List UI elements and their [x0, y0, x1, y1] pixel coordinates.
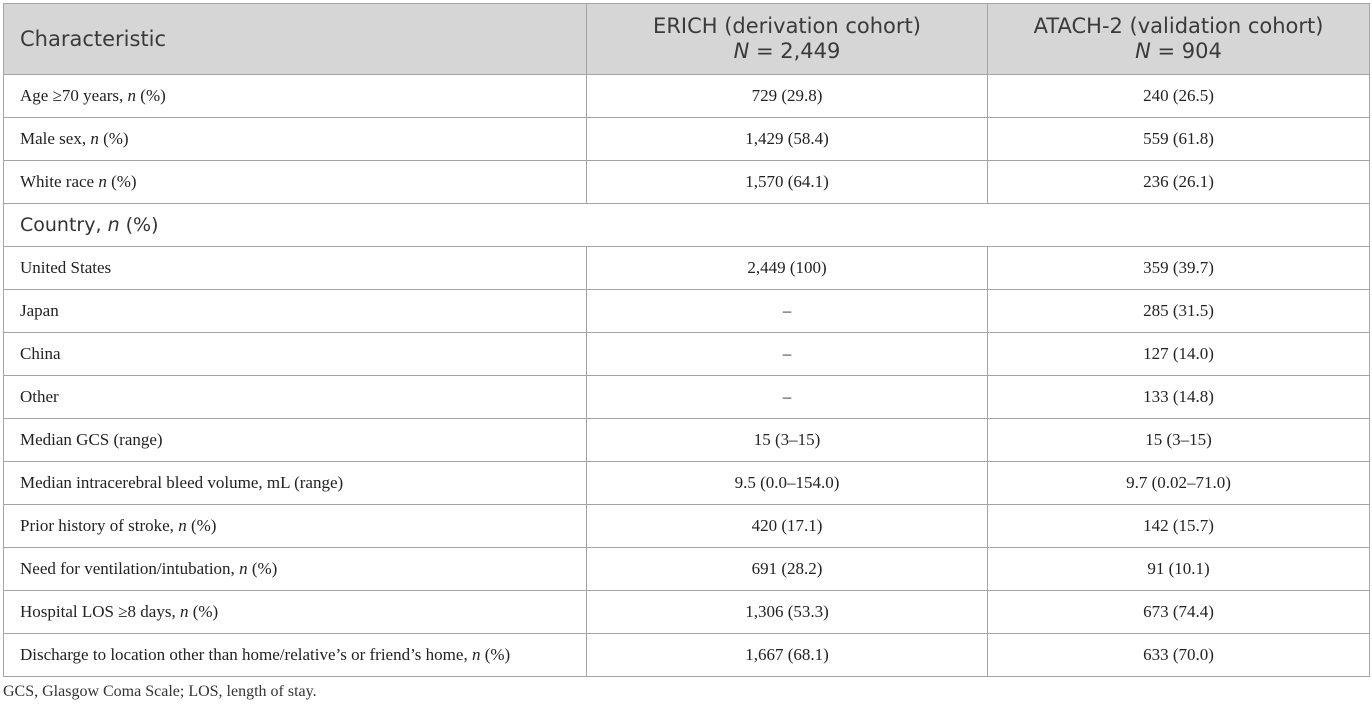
atach-value: 133 (14.8) [988, 376, 1370, 419]
row-label: China [4, 333, 587, 376]
row-label: Japan [4, 290, 587, 333]
row-label: United States [4, 247, 587, 290]
atach-value: 91 (10.1) [988, 548, 1370, 591]
atach-value: 127 (14.0) [988, 333, 1370, 376]
row-label: Prior history of stroke, n (%) [4, 505, 587, 548]
erich-value: 691 (28.2) [587, 548, 988, 591]
header-erich-n-label: N [733, 39, 750, 63]
erich-value: 1,570 (64.1) [587, 161, 988, 204]
table-row [4, 290, 1370, 333]
header-erich-n-value: = 2,449 [749, 39, 841, 63]
erich-value: – [587, 333, 988, 376]
table-row [4, 548, 1370, 591]
row-label: Other [4, 376, 587, 419]
header-row [4, 4, 1370, 75]
table-row [4, 505, 1370, 548]
header-atach-n-label: N [1135, 39, 1151, 63]
table-row [4, 634, 1370, 677]
row-label: Median GCS (range) [4, 419, 587, 462]
atach-value: 285 (31.5) [988, 290, 1370, 333]
table-row [4, 161, 1370, 204]
atach-value: 559 (61.8) [988, 118, 1370, 161]
section-row-country [4, 204, 1370, 247]
row-label: Hospital LOS ≥8 days, n (%) [4, 591, 587, 634]
table-row [4, 247, 1370, 290]
header-characteristic: Characteristic [4, 4, 587, 75]
erich-value: 9.5 (0.0–154.0) [587, 462, 988, 505]
row-label: White race n (%) [4, 161, 587, 204]
row-label: Age ≥70 years, n (%) [4, 75, 587, 118]
erich-value: 1,306 (53.3) [587, 591, 988, 634]
atach-value: 359 (39.7) [988, 247, 1370, 290]
row-label: Discharge to location other than home/relative’s or friend’s home, n (%) [4, 634, 587, 677]
table-row [4, 419, 1370, 462]
atach-value: 9.7 (0.02–71.0) [988, 462, 1370, 505]
atach-value: 15 (3–15) [988, 419, 1370, 462]
section-label-country: Country, n (%) [4, 204, 1370, 247]
erich-value: – [587, 376, 988, 419]
atach-value: 240 (26.5) [988, 75, 1370, 118]
erich-value: 729 (29.8) [587, 75, 988, 118]
atach-value: 236 (26.1) [988, 161, 1370, 204]
header-erich [587, 4, 988, 75]
header-atach [988, 4, 1370, 75]
characteristics-table-container [3, 3, 1369, 677]
header-atach-title: ATACH-2 (validation cohort) [1033, 14, 1324, 38]
table-row [4, 118, 1370, 161]
table-row [4, 376, 1370, 419]
erich-value: 1,667 (68.1) [587, 634, 988, 677]
header-atach-n-value: = 904 [1150, 39, 1222, 63]
header-atach-n [1004, 39, 1353, 64]
erich-value: 420 (17.1) [587, 505, 988, 548]
table-row [4, 75, 1370, 118]
row-label: Need for ventilation/intubation, n (%) [4, 548, 587, 591]
table-row [4, 591, 1370, 634]
atach-value: 673 (74.4) [988, 591, 1370, 634]
atach-value: 142 (15.7) [988, 505, 1370, 548]
row-label: Male sex, n (%) [4, 118, 587, 161]
header-erich-title: ERICH (derivation cohort) [653, 14, 921, 38]
table-footnote: GCS, Glasgow Coma Scale; LOS, length of stay. [3, 683, 317, 700]
table-row [4, 462, 1370, 505]
erich-value: – [587, 290, 988, 333]
characteristics-table [3, 3, 1370, 677]
header-erich-n [603, 39, 971, 64]
erich-value: 1,429 (58.4) [587, 118, 988, 161]
table-row [4, 333, 1370, 376]
erich-value: 15 (3–15) [587, 419, 988, 462]
row-label: Median intracerebral bleed volume, mL (range) [4, 462, 587, 505]
atach-value: 633 (70.0) [988, 634, 1370, 677]
erich-value: 2,449 (100) [587, 247, 988, 290]
